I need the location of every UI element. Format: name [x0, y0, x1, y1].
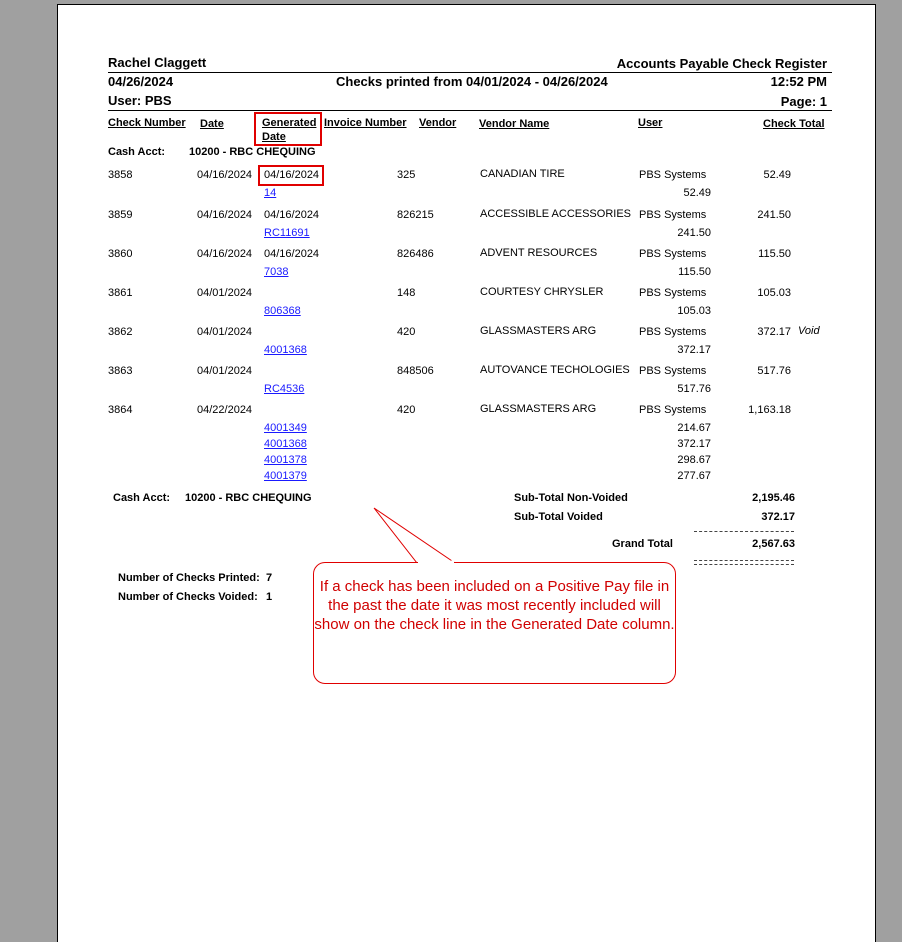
check-number: 3864 [108, 404, 133, 416]
check-number: 3862 [108, 326, 133, 338]
row-user: PBS Systems [639, 209, 707, 221]
invoice-link[interactable]: 4001349 [264, 422, 307, 434]
invoice-link[interactable]: 4001368 [264, 344, 307, 356]
check-date: 04/16/2024 [197, 248, 253, 260]
generated-date: 04/16/2024 [264, 248, 320, 260]
cash-acct-footer-value: 10200 - RBC CHEQUING [185, 492, 312, 504]
check-number: 3863 [108, 365, 133, 377]
col-vendor-name: Vendor Name [479, 118, 550, 130]
check-number: 3858 [108, 169, 133, 181]
grand-total-double-rule-2 [694, 564, 794, 565]
vendor-number: 826486 [397, 248, 434, 260]
check-date: 04/01/2024 [197, 326, 253, 338]
invoice-link[interactable]: 4001379 [264, 470, 307, 482]
invoice-link[interactable]: 4001368 [264, 438, 307, 450]
vendor-number: 826215 [397, 209, 434, 221]
invoice-amount: 372.17 [677, 438, 711, 450]
vendor-number: 848506 [397, 365, 434, 377]
subtotal-non-voided-label: Sub-Total Non-Voided [514, 492, 628, 504]
report-user-name: Rachel Claggett [108, 55, 207, 70]
check-total: 1,163.18 [748, 404, 791, 416]
check-date: 04/16/2024 [197, 169, 253, 181]
check-total: 517.76 [757, 365, 791, 377]
col-vendor: Vendor [419, 117, 457, 129]
col-user: User [638, 117, 663, 129]
invoice-amount: 52.49 [683, 187, 711, 199]
row-user: PBS Systems [639, 287, 707, 299]
report-page-number: Page: 1 [780, 94, 827, 109]
generated-date-highlight [254, 112, 322, 146]
vendor-name: GLASSMASTERS ARG [480, 325, 597, 337]
report-title: Accounts Payable Check Register [616, 56, 827, 71]
invoice-amount: 241.50 [677, 227, 711, 239]
check-total: 105.03 [757, 287, 791, 299]
invoice-amount: 298.67 [677, 454, 711, 466]
invoice-link[interactable]: 14 [264, 187, 277, 199]
check-date: 04/01/2024 [197, 287, 253, 299]
cash-acct-footer-label: Cash Acct: [113, 492, 171, 504]
invoice-amount: 517.76 [677, 383, 711, 395]
vendor-name: CANADIAN TIRE [480, 168, 565, 180]
check-number: 3861 [108, 287, 133, 299]
report-page [57, 4, 876, 942]
grand-total-double-rule-1 [694, 560, 794, 561]
col-check-total: Check Total [763, 118, 825, 130]
invoice-amount: 372.17 [677, 344, 711, 356]
row-user: PBS Systems [639, 326, 707, 338]
grand-total-label: Grand Total [612, 538, 673, 550]
report-date: 04/26/2024 [108, 74, 174, 89]
row-user: PBS Systems [639, 365, 707, 377]
row-user: PBS Systems [639, 248, 707, 260]
subtotal-non-voided-value: 2,195.46 [752, 492, 795, 504]
check-total: 115.50 [758, 248, 791, 260]
subtotal-voided-label: Sub-Total Voided [514, 511, 603, 523]
cash-acct-value: 10200 - RBC CHEQUING [189, 146, 316, 158]
check-total: 52.49 [763, 169, 791, 181]
invoice-amount: 105.03 [677, 305, 711, 317]
invoice-link[interactable]: 4001378 [264, 454, 307, 466]
annotation-callout-text: If a check has been included on a Positive Pay file in the past the date it was most recently included will show on the check line in the Generated Date column. [314, 578, 675, 633]
generated-date: 04/16/2024 [264, 169, 320, 181]
invoice-link[interactable]: RC4536 [264, 383, 305, 395]
col-invoice-number: Invoice Number [324, 117, 407, 129]
checks-printed-label: Number of Checks Printed: [118, 572, 260, 584]
subtotal-voided-value: 372.17 [761, 511, 795, 523]
check-date: 04/16/2024 [197, 209, 253, 221]
vendor-number: 325 [397, 169, 416, 181]
vendor-name: COURTESY CHRYSLER [480, 286, 604, 298]
report-user: User: PBS [108, 93, 172, 108]
vendor-name: ADVENT RESOURCES [480, 247, 598, 259]
row-user: PBS Systems [639, 169, 707, 181]
annotation-callout [313, 562, 676, 684]
header-rule-top [108, 72, 832, 73]
col-generated-date-1: Generated [262, 117, 317, 129]
checks-voided-value: 1 [266, 591, 273, 603]
vendor-name: GLASSMASTERS ARG [480, 403, 597, 415]
header-rule-bottom [108, 110, 832, 111]
check-number: 3859 [108, 209, 133, 221]
checks-voided-label: Number of Checks Voided: [118, 591, 258, 603]
report-range: Checks printed from 04/01/2024 - 04/26/2024 [336, 74, 608, 89]
invoice-amount: 214.67 [677, 422, 711, 434]
invoice-amount: 115.50 [678, 266, 711, 278]
vendor-number: 420 [397, 326, 416, 338]
grand-total-value: 2,567.63 [752, 538, 795, 550]
check-total: 241.50 [757, 209, 791, 221]
report-time: 12:52 PM [770, 74, 827, 89]
vendor-name: AUTOVANCE TECHOLOGIES [480, 364, 630, 376]
invoice-link[interactable]: RC11691 [264, 227, 310, 239]
generated-date-value-highlight [258, 165, 324, 186]
generated-date: 04/16/2024 [264, 209, 320, 221]
grand-total-dash-rule [694, 531, 794, 532]
invoice-amount: 277.67 [677, 470, 711, 482]
col-date: Date [200, 118, 224, 130]
col-generated-date-2: Date [262, 131, 286, 143]
vendor-number: 148 [397, 287, 416, 299]
check-date: 04/01/2024 [197, 365, 253, 377]
callout-pointer-cover [358, 500, 478, 570]
check-number: 3860 [108, 248, 133, 260]
col-check-number: Check Number [108, 117, 186, 129]
invoice-link[interactable]: 7038 [264, 266, 289, 278]
invoice-link[interactable]: 806368 [264, 305, 301, 317]
vendor-number: 420 [397, 404, 416, 416]
void-flag: Void [798, 325, 820, 337]
cash-acct-label: Cash Acct: [108, 146, 166, 158]
check-total: 372.17 [757, 326, 791, 338]
row-user: PBS Systems [639, 404, 707, 416]
vendor-name: ACCESSIBLE ACCESSORIES [480, 208, 631, 220]
check-date: 04/22/2024 [197, 404, 253, 416]
checks-printed-value: 7 [266, 572, 273, 584]
